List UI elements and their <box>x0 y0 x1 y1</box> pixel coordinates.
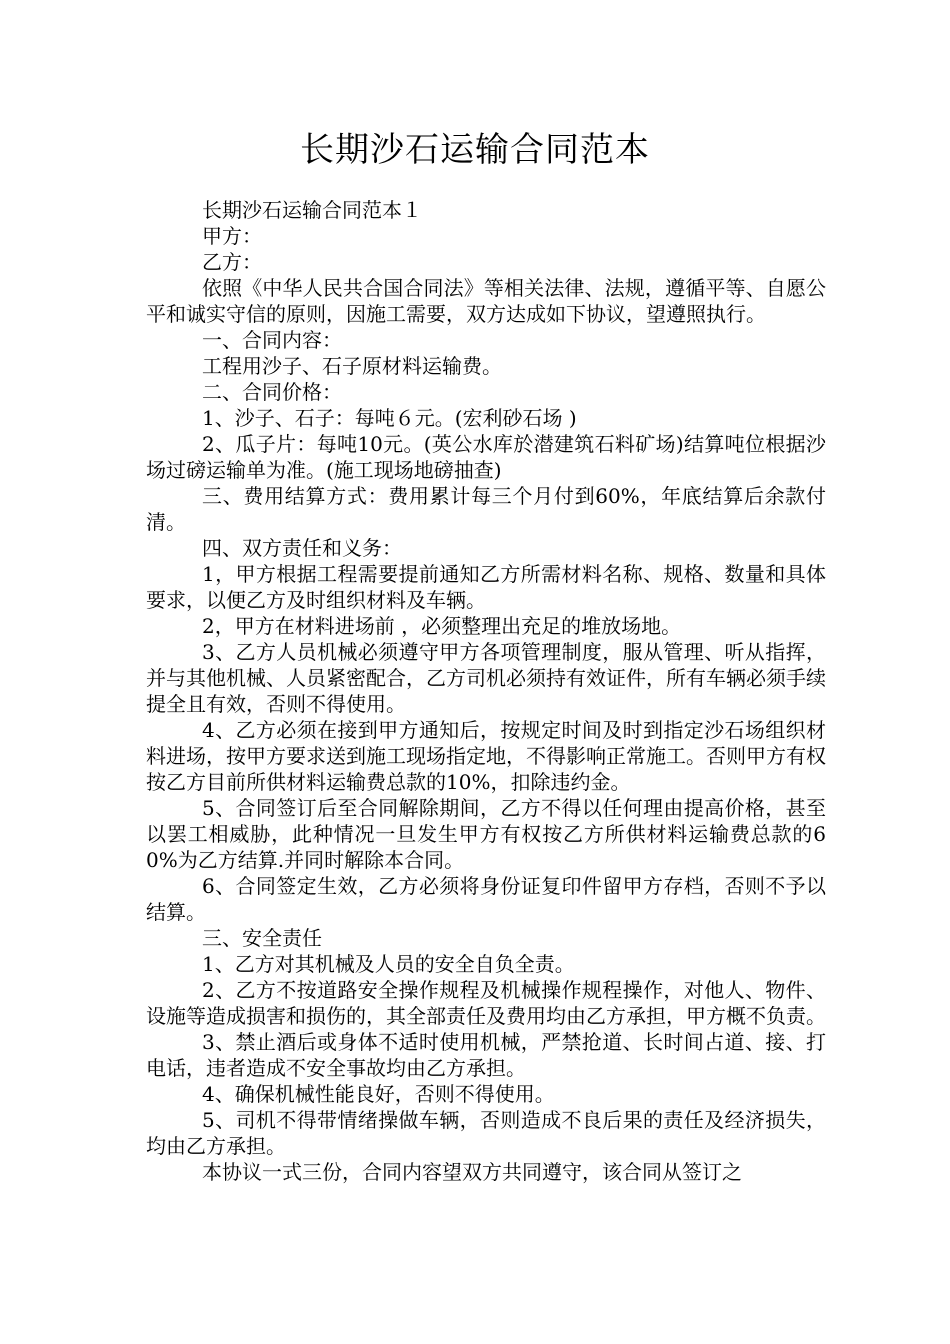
price-item-2: 2、瓜子片：每吨10元。(英公水库於潜建筑石料矿场)结算吨位根据沙场过磅运输单为准。(施工现场地磅抽查) <box>146 432 826 482</box>
responsibility-item-3: 3、乙方人员机械必须遵守甲方各项管理制度，服从管理、听从指挥，并与其他机械、人员紧密配合，乙方司机必须持有效证件，所有车辆必须手续提全且有效，否则不得使用。 <box>146 640 826 716</box>
responsibility-item-2: 2，甲方在材料进场前 ，必须整理出充足的堆放场地。 <box>202 614 682 638</box>
responsibility-item-1: 1，甲方根据工程需要提前通知乙方所需材料名称、规格、数量和具体要求，以便乙方及时组织材料及车辆。 <box>146 562 826 612</box>
safety-item-4: 4、确保机械性能良好，否则不得使用。 <box>202 1082 555 1106</box>
responsibility-item-6: 6、合同签定生效，乙方必须将身份证复印件留甲方存档，否则不予以结算。 <box>146 874 826 924</box>
section-heading-contract-content: 一、合同内容： <box>202 328 342 352</box>
party-b-line: 乙方： <box>202 250 262 274</box>
section-heading-contract-price: 二、合同价格： <box>202 380 342 404</box>
safety-item-5: 5、司机不得带情绪操做车辆，否则造成不良后果的责任及经济损失，均由乙方承担。 <box>146 1108 826 1158</box>
document-body <box>146 197 826 1185</box>
section-heading-safety: 三、安全责任 <box>202 926 322 950</box>
contract-content-paragraph: 工程用沙子、石子原材料运输费。 <box>202 354 502 378</box>
subtitle-line: 长期沙石运输合同范本１ <box>202 198 422 222</box>
section-heading-settlement: 三、费用结算方式：费用累计每三个月付到60%，年底结算后余款付清。 <box>146 484 826 534</box>
responsibility-item-5: 5、合同签订后至合同解除期间，乙方不得以任何理由提高价格，甚至以罢工相威胁，此种情况一旦发生甲方有权按乙方所供材料运输费总款的60%为乙方结算.并同时解除本合同。 <box>146 796 826 872</box>
document-title: 长期沙石运输合同范本 <box>300 130 650 170</box>
closing-paragraph: 本协议一式三份，合同内容望双方共同遵守，该合同从签订之 <box>202 1160 742 1184</box>
party-a-line: 甲方： <box>202 224 262 248</box>
price-item-1: 1、沙子、石子：每吨６元。(宏利砂石场 ) <box>202 406 577 430</box>
section-heading-responsibilities: 四、双方责任和义务： <box>202 536 402 560</box>
safety-item-3: 3、禁止酒后或身体不适时使用机械，严禁抢道、长时间占道、接、打电话，违者造成不安全事故均由乙方承担。 <box>146 1030 826 1080</box>
safety-item-2: 2、乙方不按道路安全操作规程及机械操作规程操作，对他人、物件、设施等造成损害和损伤的，其全部责任及费用均由乙方承担，甲方概不负责。 <box>146 978 826 1028</box>
safety-item-1: 1、乙方对其机械及人员的安全自负全责。 <box>202 952 575 976</box>
responsibility-item-4: 4、乙方必须在接到甲方通知后，按规定时间及时到指定沙石场组织材料进场，按甲方要求送到施工现场指定地，不得影响正常施工。否则甲方有权按乙方目前所供材料运输费总款的10%，扣除违约金。 <box>146 718 826 794</box>
preamble-paragraph: 依照《中华人民共合国合同法》等相关法律、法规，遵循平等、自愿公平和诚实守信的原则，因施工需要，双方达成如下协议，望遵照执行。 <box>146 276 826 326</box>
